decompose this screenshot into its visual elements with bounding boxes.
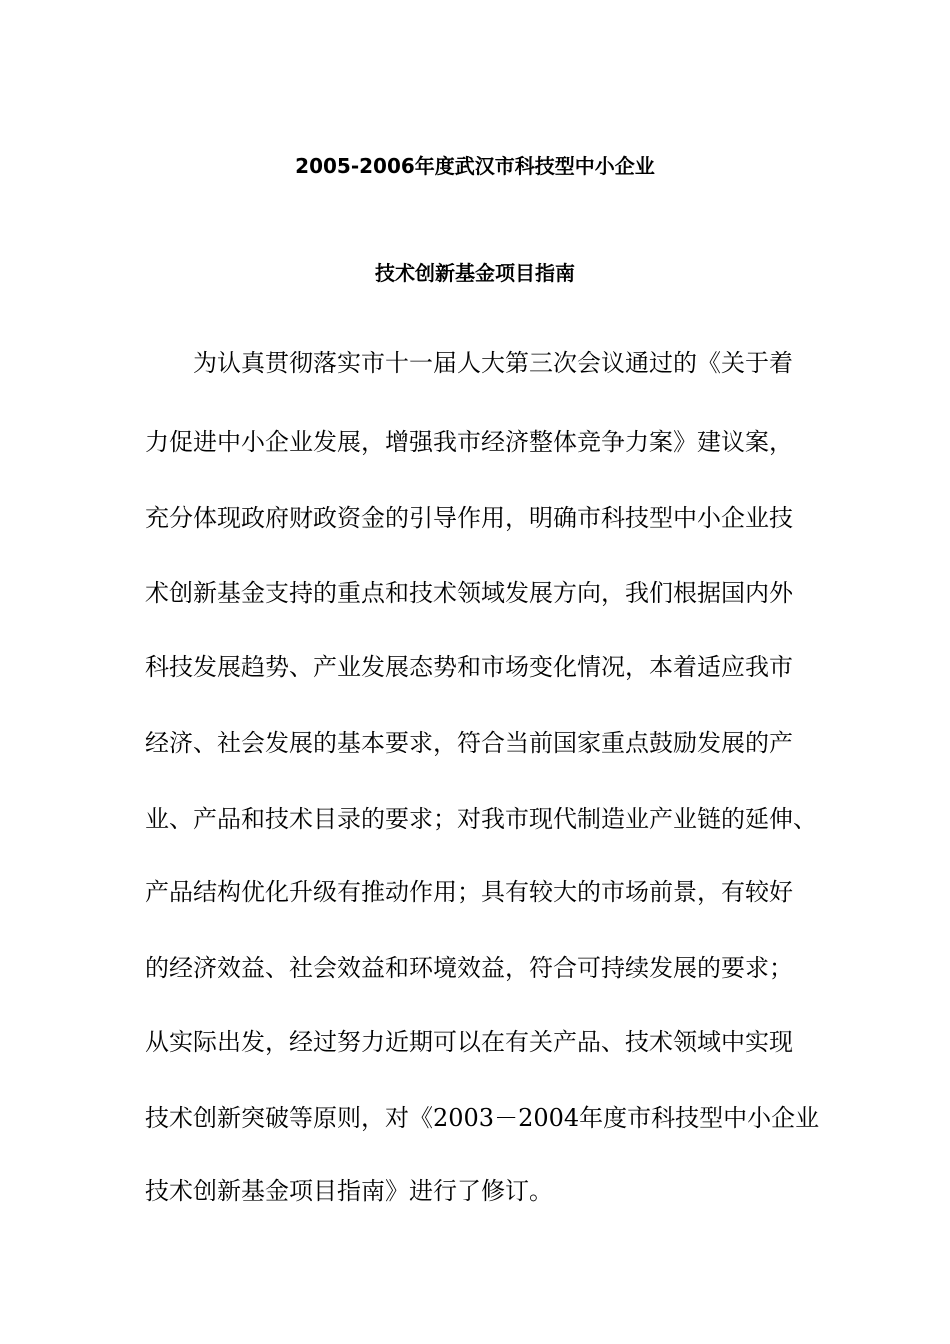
paragraph-line: 技术创新基金项目指南》进行了修订。 [145,1177,553,1205]
paragraph-line: 术创新基金支持的重点和技术领域发展方向，我们根据国内外 [145,579,793,607]
paragraph-line: 力促进中小企业发展，增强我市经济整体竞争力案》建议案， [145,428,793,456]
paragraph-line: 技术创新突破等原则，对《2003－2004年度市科技型中小企业 [145,1104,820,1132]
paragraph-line: 经济、社会发展的基本要求，符合当前国家重点鼓励发展的产 [145,729,793,757]
paragraph-line: 充分体现政府财政资金的引导作用，明确市科技型中小企业技 [145,504,793,532]
document-title-line-1: 2005-2006年度武汉市科技型中小企业 [295,154,655,179]
paragraph-line: 的经济效益、社会效益和环境效益，符合可持续发展的要求； [145,954,793,982]
paragraph-line: 从实际出发，经过努力近期可以在有关产品、技术领域中实现 [145,1028,793,1056]
paragraph-line: 科技发展趋势、产业发展态势和市场变化情况，本着适应我市 [145,653,793,681]
paragraph-line: 产品结构优化升级有推动作用；具有较大的市场前景，有较好 [145,878,793,906]
paragraph-line: 业、产品和技术目录的要求；对我市现代制造业产业链的延伸、 [145,805,817,833]
paragraph-line: 为认真贯彻落实市十一届人大第三次会议通过的《关于着 [193,349,793,377]
document-title-line-2: 技术创新基金项目指南 [375,261,575,286]
